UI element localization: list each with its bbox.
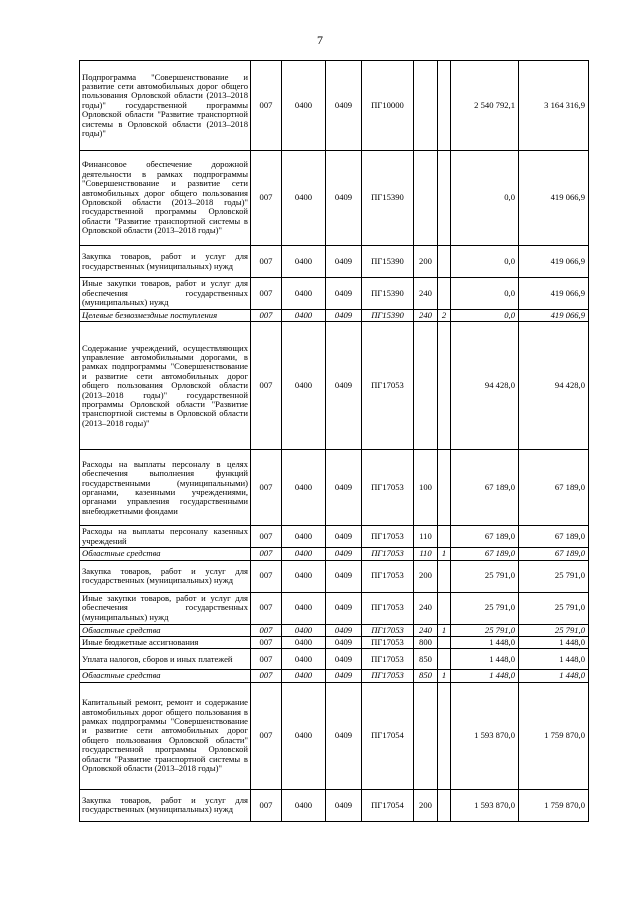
expense-type-cell: 110 xyxy=(414,548,438,560)
section-code-cell: 0400 xyxy=(282,548,326,560)
amount-year-2-cell: 419 066,9 xyxy=(519,310,589,322)
ministry-code-cell: 007 xyxy=(251,682,282,789)
amount-year-1-cell: 1 593 870,0 xyxy=(451,789,519,821)
subsection-code-cell: 0409 xyxy=(326,322,362,450)
expense-name-cell: Содержание учреждений, осуществляющих управление автомобильными дорогами, в рамках подпрограммы "Совершенствование и развитие сети автомобильных дорог общего пользования Орловской области (2013–2018 годы)" государственной программы Орловской области "Развитие транспортной системы в Орловской области (2013–2018 годы)" xyxy=(80,322,251,450)
amount-year-2-cell: 94 428,0 xyxy=(519,322,589,450)
section-code-cell: 0400 xyxy=(282,637,326,649)
ministry-code-cell: 007 xyxy=(251,450,282,526)
expense-name-cell: Областные средства xyxy=(80,670,251,682)
subsection-code-cell: 0409 xyxy=(326,450,362,526)
funding-source-cell xyxy=(438,637,451,649)
expense-name-cell: Уплата налогов, сборов и иных платежей xyxy=(80,649,251,670)
expense-name-cell: Финансовое обеспечение дорожной деятельности в рамках подпрограммы "Совершенствование и развитие сети автомобильных дорог общего пользования Орловской области (2013–2018 годы)" государственной программы Орловской области "Развитие транспортной системы в Орловской области (2013–2018 годы)" xyxy=(80,151,251,246)
section-code-cell: 0400 xyxy=(282,322,326,450)
ministry-code-cell: 007 xyxy=(251,670,282,682)
amount-year-2-cell: 25 791,0 xyxy=(519,560,589,592)
table-row xyxy=(80,670,589,682)
expense-type-cell: 240 xyxy=(414,592,438,624)
amount-year-1-cell: 94 428,0 xyxy=(451,322,519,450)
table-row xyxy=(80,682,589,789)
expense-name-cell: Закупка товаров, работ и услуг для государственных (муниципальных) нужд xyxy=(80,560,251,592)
expense-name-cell: Областные средства xyxy=(80,548,251,560)
target-article-cell: ПГ15390 xyxy=(362,278,414,310)
target-article-cell: ПГ15390 xyxy=(362,151,414,246)
amount-year-2-cell: 67 189,0 xyxy=(519,526,589,548)
table-row xyxy=(80,560,589,592)
ministry-code-cell: 007 xyxy=(251,649,282,670)
section-code-cell: 0400 xyxy=(282,151,326,246)
amount-year-1-cell: 1 448,0 xyxy=(451,670,519,682)
subsection-code-cell: 0409 xyxy=(326,246,362,278)
table-row xyxy=(80,310,589,322)
expense-type-cell: 200 xyxy=(414,789,438,821)
subsection-code-cell: 0409 xyxy=(326,548,362,560)
amount-year-2-cell: 1 448,0 xyxy=(519,637,589,649)
ministry-code-cell: 007 xyxy=(251,61,282,151)
amount-year-1-cell: 0,0 xyxy=(451,246,519,278)
table-row xyxy=(80,246,589,278)
budget-table xyxy=(79,60,589,822)
expense-type-cell xyxy=(414,682,438,789)
expense-name-cell: Капитальный ремонт, ремонт и содержание автомобильных дорог общего пользования в рамках подпрограммы "Совершенствование и развитие сети автомобильных дорог общего пользования Орловской области" государственной программы Орловской области "Развитие транспортной системы в Орловской области (2013–2018 годы)" xyxy=(80,682,251,789)
amount-year-2-cell: 1 448,0 xyxy=(519,649,589,670)
expense-name-cell: Областные средства xyxy=(80,624,251,636)
target-article-cell: ПГ17053 xyxy=(362,450,414,526)
funding-source-cell xyxy=(438,151,451,246)
target-article-cell: ПГ15390 xyxy=(362,246,414,278)
expense-type-cell: 110 xyxy=(414,526,438,548)
section-code-cell: 0400 xyxy=(282,61,326,151)
table-row xyxy=(80,592,589,624)
table-row xyxy=(80,526,589,548)
expense-name-cell: Иные закупки товаров, работ и услуг для обеспечения государственных (муниципальных) нужд xyxy=(80,278,251,310)
table-body xyxy=(80,61,589,822)
amount-year-1-cell: 0,0 xyxy=(451,278,519,310)
table-row xyxy=(80,322,589,450)
amount-year-2-cell: 419 066,9 xyxy=(519,278,589,310)
expense-type-cell: 200 xyxy=(414,560,438,592)
amount-year-2-cell: 3 164 316,9 xyxy=(519,61,589,151)
expense-type-cell: 850 xyxy=(414,649,438,670)
section-code-cell: 0400 xyxy=(282,682,326,789)
target-article-cell: ПГ15390 xyxy=(362,310,414,322)
amount-year-1-cell: 25 791,0 xyxy=(451,592,519,624)
expense-type-cell: 200 xyxy=(414,246,438,278)
section-code-cell: 0400 xyxy=(282,560,326,592)
amount-year-1-cell: 67 189,0 xyxy=(451,526,519,548)
table-row xyxy=(80,61,589,151)
funding-source-cell xyxy=(438,789,451,821)
expense-name-cell: Закупка товаров, работ и услуг для государственных (муниципальных) нужд xyxy=(80,246,251,278)
subsection-code-cell: 0409 xyxy=(326,278,362,310)
table-row xyxy=(80,278,589,310)
funding-source-cell: 2 xyxy=(438,310,451,322)
ministry-code-cell: 007 xyxy=(251,151,282,246)
target-article-cell: ПГ10000 xyxy=(362,61,414,151)
table-row xyxy=(80,624,589,636)
subsection-code-cell: 0409 xyxy=(326,526,362,548)
expense-type-cell: 240 xyxy=(414,624,438,636)
ministry-code-cell: 007 xyxy=(251,789,282,821)
table-row xyxy=(80,789,589,821)
expense-type-cell xyxy=(414,61,438,151)
ministry-code-cell: 007 xyxy=(251,278,282,310)
funding-source-cell xyxy=(438,61,451,151)
target-article-cell: ПГ17053 xyxy=(362,624,414,636)
ministry-code-cell: 007 xyxy=(251,310,282,322)
target-article-cell: ПГ17053 xyxy=(362,649,414,670)
target-article-cell: ПГ17053 xyxy=(362,548,414,560)
section-code-cell: 0400 xyxy=(282,278,326,310)
amount-year-1-cell: 67 189,0 xyxy=(451,450,519,526)
expense-type-cell: 100 xyxy=(414,450,438,526)
amount-year-2-cell: 1 448,0 xyxy=(519,670,589,682)
amount-year-2-cell: 1 759 870,0 xyxy=(519,789,589,821)
expense-name-cell: Расходы на выплаты персоналу в целях обеспечения выполнения функций государственными (муниципальными) органами, казенными учреждениями, органами управления государственными внебюджетными фондами xyxy=(80,450,251,526)
section-code-cell: 0400 xyxy=(282,526,326,548)
funding-source-cell xyxy=(438,322,451,450)
amount-year-1-cell: 67 189,0 xyxy=(451,548,519,560)
subsection-code-cell: 0409 xyxy=(326,151,362,246)
funding-source-cell xyxy=(438,450,451,526)
section-code-cell: 0400 xyxy=(282,450,326,526)
amount-year-1-cell: 0,0 xyxy=(451,151,519,246)
section-code-cell: 0400 xyxy=(282,246,326,278)
expense-type-cell xyxy=(414,151,438,246)
ministry-code-cell: 007 xyxy=(251,592,282,624)
ministry-code-cell: 007 xyxy=(251,637,282,649)
expense-name-cell: Иные закупки товаров, работ и услуг для обеспечения государственных (муниципальных) нужд xyxy=(80,592,251,624)
ministry-code-cell: 007 xyxy=(251,246,282,278)
amount-year-2-cell: 67 189,0 xyxy=(519,450,589,526)
subsection-code-cell: 0409 xyxy=(326,637,362,649)
amount-year-2-cell: 1 759 870,0 xyxy=(519,682,589,789)
subsection-code-cell: 0409 xyxy=(326,649,362,670)
funding-source-cell xyxy=(438,246,451,278)
expense-type-cell: 240 xyxy=(414,310,438,322)
amount-year-2-cell: 67 189,0 xyxy=(519,548,589,560)
ministry-code-cell: 007 xyxy=(251,548,282,560)
expense-name-cell: Расходы на выплаты персоналу казенных учреждений xyxy=(80,526,251,548)
ministry-code-cell: 007 xyxy=(251,322,282,450)
amount-year-2-cell: 419 066,9 xyxy=(519,246,589,278)
funding-source-cell: 1 xyxy=(438,670,451,682)
ministry-code-cell: 007 xyxy=(251,526,282,548)
section-code-cell: 0400 xyxy=(282,592,326,624)
amount-year-1-cell: 0,0 xyxy=(451,310,519,322)
funding-source-cell xyxy=(438,592,451,624)
target-article-cell: ПГ17053 xyxy=(362,670,414,682)
amount-year-1-cell: 1 448,0 xyxy=(451,637,519,649)
expense-name-cell: Закупка товаров, работ и услуг для государственных (муниципальных) нужд xyxy=(80,789,251,821)
target-article-cell: ПГ17053 xyxy=(362,322,414,450)
table-row xyxy=(80,450,589,526)
funding-source-cell: 1 xyxy=(438,548,451,560)
expense-type-cell: 240 xyxy=(414,278,438,310)
table-row xyxy=(80,548,589,560)
subsection-code-cell: 0409 xyxy=(326,61,362,151)
subsection-code-cell: 0409 xyxy=(326,592,362,624)
expense-type-cell xyxy=(414,322,438,450)
target-article-cell: ПГ17053 xyxy=(362,560,414,592)
expense-type-cell: 850 xyxy=(414,670,438,682)
amount-year-1-cell: 2 540 792,1 xyxy=(451,61,519,151)
amount-year-2-cell: 25 791,0 xyxy=(519,592,589,624)
target-article-cell: ПГ17054 xyxy=(362,682,414,789)
funding-source-cell xyxy=(438,682,451,789)
subsection-code-cell: 0409 xyxy=(326,624,362,636)
ministry-code-cell: 007 xyxy=(251,560,282,592)
funding-source-cell xyxy=(438,526,451,548)
subsection-code-cell: 0409 xyxy=(326,682,362,789)
target-article-cell: ПГ17053 xyxy=(362,592,414,624)
funding-source-cell xyxy=(438,560,451,592)
table-row xyxy=(80,649,589,670)
subsection-code-cell: 0409 xyxy=(326,789,362,821)
target-article-cell: ПГ17053 xyxy=(362,526,414,548)
funding-source-cell xyxy=(438,649,451,670)
amount-year-1-cell: 1 593 870,0 xyxy=(451,682,519,789)
expense-name-cell: Целевые безвозмездные поступления xyxy=(80,310,251,322)
table-row xyxy=(80,151,589,246)
page-number: 7 xyxy=(317,33,323,47)
target-article-cell: ПГ17053 xyxy=(362,637,414,649)
expense-type-cell: 800 xyxy=(414,637,438,649)
subsection-code-cell: 0409 xyxy=(326,670,362,682)
section-code-cell: 0400 xyxy=(282,789,326,821)
amount-year-1-cell: 25 791,0 xyxy=(451,624,519,636)
amount-year-2-cell: 419 066,9 xyxy=(519,151,589,246)
amount-year-1-cell: 25 791,0 xyxy=(451,560,519,592)
funding-source-cell: 1 xyxy=(438,624,451,636)
target-article-cell: ПГ17054 xyxy=(362,789,414,821)
section-code-cell: 0400 xyxy=(282,310,326,322)
section-code-cell: 0400 xyxy=(282,624,326,636)
subsection-code-cell: 0409 xyxy=(326,310,362,322)
funding-source-cell xyxy=(438,278,451,310)
expense-name-cell: Подпрограмма "Совершенствование и развитие сети автомобильных дорог общего пользования Орловской области (2013–2018 годы)" государственной программы Орловской области "Развитие транспортной системы в Орловской области (2013–2018 годы)" xyxy=(80,61,251,151)
amount-year-2-cell: 25 791,0 xyxy=(519,624,589,636)
ministry-code-cell: 007 xyxy=(251,624,282,636)
table-row xyxy=(80,637,589,649)
subsection-code-cell: 0409 xyxy=(326,560,362,592)
section-code-cell: 0400 xyxy=(282,670,326,682)
expense-name-cell: Иные бюджетные ассигнования xyxy=(80,637,251,649)
amount-year-1-cell: 1 448,0 xyxy=(451,649,519,670)
section-code-cell: 0400 xyxy=(282,649,326,670)
